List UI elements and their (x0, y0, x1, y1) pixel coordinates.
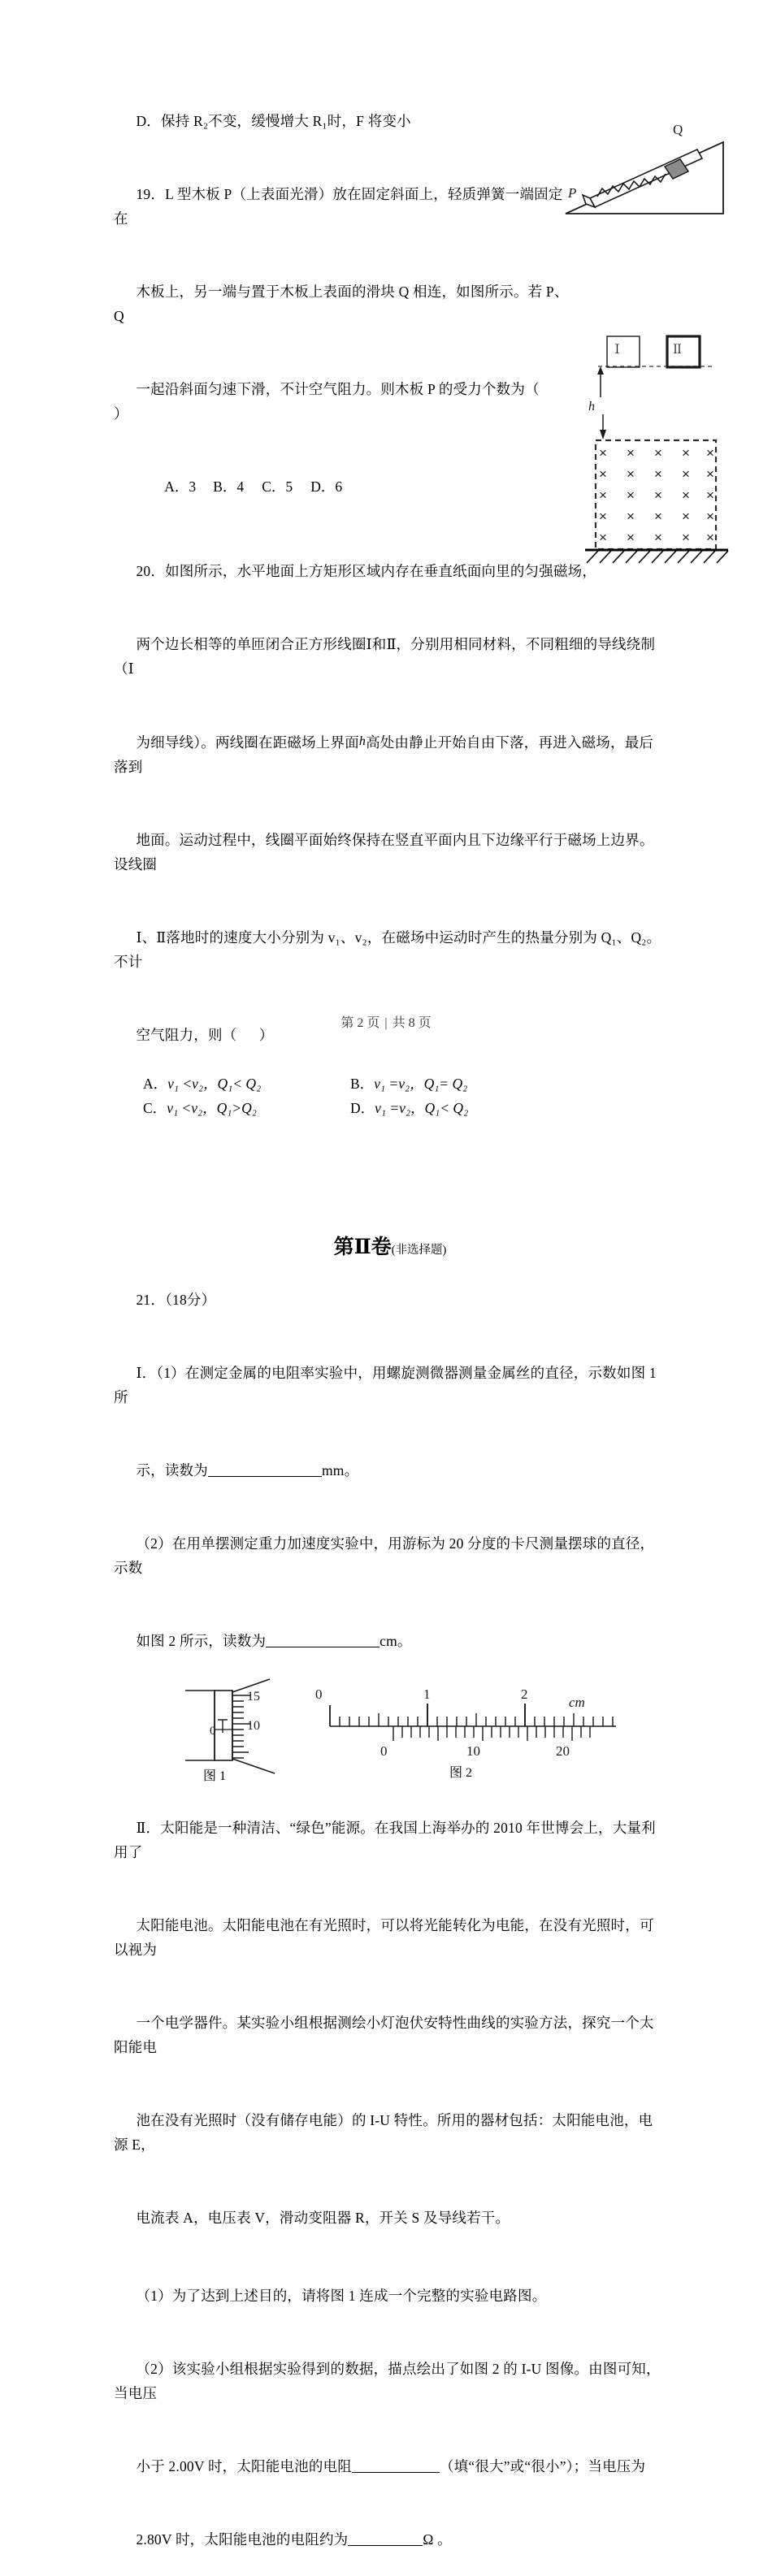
part-1-q2-unit: cm。 (379, 1633, 412, 1649)
section-2-subtitle: (非选择题) (391, 1244, 447, 1257)
vernier-caliper-figure (315, 1681, 632, 1785)
option-d-text: v₁ =v₂，Q₁< Q₂ (375, 1100, 469, 1116)
question-20-line-3 (114, 705, 666, 803)
question-21-part2-sub-2-line-b (114, 2430, 666, 2503)
option-b-text: v₁ =v₂，Q₁= Q₂ (374, 1076, 468, 1092)
question-20-option-b[interactable] (350, 1072, 557, 1096)
part-2-text-1: 太阳能是一种清洁、“绿色”能源。在我国上海举办的 2010 年世博会上，大量利用了 (114, 1820, 656, 1860)
page-footer (0, 1012, 772, 1031)
coil-1-label: Ⅰ (611, 344, 624, 357)
option-a-label: A． (143, 1076, 168, 1092)
question-20-line-6 (114, 998, 666, 1072)
question-20-number: 20． (136, 563, 166, 579)
question-19-body-3: 一起沿斜面匀速下滑，不计空气阻力。则木板 P 的受力个数为（ ） (114, 381, 562, 422)
vernier-label-0: 0 (380, 1743, 388, 1759)
main-scale-label-2: 2 (521, 1686, 528, 1702)
question-20-body-3b: 高处由静止开始自由下落，再进入磁场，最后落到 (114, 734, 654, 775)
resistance-value-blank[interactable] (348, 2531, 423, 2547)
micrometer-reading-blank[interactable] (208, 1462, 322, 1478)
option-b-label: B． (350, 1076, 375, 1092)
svg-text:×: × (706, 445, 714, 461)
svg-text:×: × (627, 487, 635, 503)
question-20-option-c[interactable] (143, 1096, 350, 1120)
svg-text:×: × (682, 530, 690, 545)
svg-text:×: × (654, 466, 662, 482)
height-label-h: h (588, 400, 595, 413)
svg-text:×: × (706, 466, 714, 482)
board-p-label: P (568, 185, 577, 201)
question-20-line-2 (114, 608, 666, 705)
question-19-line-3 (114, 353, 569, 450)
svg-text:×: × (599, 487, 607, 503)
svg-text:×: × (654, 530, 662, 545)
svg-text:×: × (599, 530, 607, 545)
question-20-options-row-2 (143, 1096, 666, 1120)
question-20-option-d[interactable] (350, 1096, 557, 1120)
question-20-body-1: 如图所示，水平地面上方矩形区域内存在垂直纸面向里的匀强磁场， (165, 563, 597, 579)
question-21-part2-line-3 (114, 1986, 666, 2084)
question-19-body-1: L 型木板 P（上表面光滑）放在固定斜面上，轻质弹簧一端固定在 (114, 186, 563, 227)
footer-current-page: 第 2 页 (340, 1016, 380, 1030)
vernier-reading-blank[interactable] (266, 1633, 379, 1648)
part-2-sub-q2-b-pre: 小于 2.00V 时，太阳能电池的电阻 (136, 2458, 352, 2474)
svg-text:×: × (682, 466, 690, 482)
question-21-part1-line-4 (114, 1604, 666, 1678)
block-q-label: Q (673, 122, 683, 137)
svg-text:×: × (654, 445, 662, 461)
micrometer-caption: 图 1 (203, 1769, 227, 1783)
question-19-option-d[interactable]: D．6 (310, 478, 343, 495)
vernier-label-20: 20 (556, 1743, 570, 1759)
height-variable: h (358, 734, 366, 748)
option-d-text: D．保持 R₂不变，缓慢增大 R₁时，F 将变小 (136, 113, 411, 129)
question-19-line-2 (114, 255, 569, 353)
svg-text:×: × (706, 530, 714, 545)
question-21-part2-sub-2-line-c (114, 2503, 666, 2576)
question-21-part2-line-5 (114, 2181, 666, 2254)
part-1-label: Ⅰ． (136, 1365, 157, 1381)
section-2-header (114, 1231, 666, 1260)
section-2-title: 第Ⅱ卷 (333, 1236, 392, 1258)
question-20-body-6: 空气阻力，则（ ） (136, 1027, 274, 1043)
question-20-options-row-1 (143, 1072, 666, 1096)
part-2-sub-q2-a: （2）该实验小组根据实验得到的数据，描点绘出了如图 2 的 I-U 图像。由图可知，当电压 (114, 2361, 661, 2401)
part-1-q2-text-b-pre: 如图 2 所示，读数为 (136, 1633, 267, 1649)
svg-text:×: × (627, 445, 635, 461)
question-21-part2-sub-2 (114, 2332, 666, 2430)
vernier-caption: 图 2 (449, 1766, 473, 1780)
part-2-sub-q2-b-post: （填“很大”或“很小”）；当电压为 (439, 2458, 646, 2474)
main-scale-label-0: 0 (315, 1686, 323, 1702)
question-19-option-c[interactable]: C．5 (262, 478, 293, 495)
question-20-body-3a: 为细导线）。两线圈在距磁场上界面 (136, 734, 359, 751)
field-crosses (599, 445, 714, 545)
part-2-text-2: 太阳能电池。太阳能电池在有光照时，可以将光能转化为电能，在没有光照时，可以视为 (114, 1917, 654, 1958)
resistance-magnitude-blank[interactable] (352, 2458, 440, 2474)
vernier-unit-label: cm (569, 1695, 585, 1710)
part-2-label: Ⅱ． (136, 1820, 161, 1836)
question-20-body-2: 两个边长相等的单匝闭合正方形线圈Ⅰ和Ⅱ，分别用相同材料，不同粗细的导线绕制（Ⅰ (114, 636, 656, 677)
part-1-q1-text-b-pre: 示，读数为 (136, 1462, 208, 1478)
footer-total-pages: 共 8 页 (392, 1016, 432, 1030)
question-21-part2-sub-1 (114, 2259, 666, 2332)
question-20-body-5: Ⅰ、Ⅱ落地时的速度大小分别为 v₁、v₂，在磁场中运动时产生的热量分别为 Q₁、Q₂。不计 (114, 929, 661, 970)
question-21-part1-line-1 (114, 1336, 666, 1434)
option-d-label: D． (350, 1100, 375, 1116)
falling-coils-magnetic-field-figure (569, 329, 744, 571)
question-21-part1-line-3 (114, 1507, 666, 1604)
part-1-q2-text-a: （2）在用单摆测定重力加速度实验中，用游标为 20 分度的卡尺测量摆球的直径，示数 (114, 1535, 655, 1576)
svg-text:×: × (654, 509, 662, 524)
option-c-text: v₁ <v₂，Q₁>Q₂ (167, 1100, 257, 1116)
question-21-part1-line-2 (114, 1434, 666, 1507)
option-c-label: C． (143, 1100, 167, 1116)
instrument-figures (114, 1679, 666, 1785)
part-2-sub-q1: （1）为了达到上述目的，请将图 1 连成一个完整的实验电路图。 (136, 2288, 547, 2304)
question-20-options (143, 1072, 666, 1120)
coil-2-label: Ⅱ (671, 344, 684, 357)
question-19-number: 19． (136, 186, 166, 202)
question-21-part2-line-2 (114, 1889, 666, 1986)
question-19-body-2: 木板上，另一端与置于木板上表面的滑块 Q 相连，如图所示。若 P、Q (114, 284, 569, 324)
footer-separator: | (384, 1016, 388, 1030)
question-20-body-4: 地面。运动过程中，线圈平面始终保持在竖直平面内且下边缘平行于磁场上边界。设线圈 (114, 832, 654, 872)
svg-text:×: × (682, 445, 690, 461)
question-21-number: 21． (136, 1292, 166, 1308)
svg-text:×: × (706, 509, 714, 524)
main-scale-label-1: 1 (423, 1686, 431, 1702)
svg-text:×: × (599, 445, 607, 461)
question-20-line-5 (114, 901, 666, 998)
part-1-q1-unit: mm。 (321, 1462, 359, 1478)
svg-text:×: × (682, 509, 690, 524)
part-2-text-4: 池在没有光照时（没有储存电能）的 I-U 特性。所用的器材包括：太阳能电池，电源 E， (114, 2112, 653, 2153)
question-20-line-4 (114, 803, 666, 901)
svg-text:×: × (599, 466, 607, 482)
question-19-option-a[interactable]: A．3 (164, 478, 197, 495)
svg-text:×: × (627, 466, 635, 482)
question-19-line-1 (114, 158, 569, 255)
svg-text:15: 15 (247, 1690, 260, 1704)
question-19-option-b[interactable]: B．4 (213, 478, 245, 495)
svg-text:×: × (682, 487, 690, 503)
question-21-header (114, 1263, 666, 1336)
svg-text:×: × (706, 487, 714, 503)
option-a-text: v₁ <v₂，Q₁< Q₂ (167, 1076, 262, 1092)
svg-text:10: 10 (247, 1719, 260, 1733)
question-21-part2-line-1 (114, 1791, 666, 1889)
vernier-label-10: 10 (466, 1743, 480, 1759)
part-2-text-3: 一个电学器件。某实验小组根据测绘小灯泡伏安特性曲线的实验方法，探究一个太阳能电 (114, 2015, 654, 2055)
micrometer-figure (185, 1679, 327, 1785)
part-2-sub-q2-c-post: Ω 。 (423, 2531, 452, 2548)
figure-spacer (114, 1120, 666, 1218)
svg-text:0: 0 (210, 1725, 216, 1738)
svg-text:×: × (627, 530, 635, 545)
question-21-part2-line-4 (114, 2084, 666, 2181)
part-1-q1-text-a: （1）在测定金属的电阻率实验中，用螺旋测微器测量金属丝的直径，示数如图 1 所 (114, 1365, 661, 1405)
svg-text:×: × (627, 509, 635, 524)
question-21-points: （18分） (165, 1292, 216, 1308)
svg-text:×: × (599, 509, 607, 524)
question-20-option-a[interactable] (143, 1072, 350, 1096)
svg-text:×: × (654, 487, 662, 503)
part-2-text-5: 电流表 A，电压表 V，滑动变阻器 R，开关 S 及导线若干。 (136, 2210, 510, 2226)
part-2-sub-q2-c-pre: 2.80V 时，太阳能电池的电阻约为 (136, 2531, 349, 2548)
incline-spring-figure (561, 116, 744, 220)
